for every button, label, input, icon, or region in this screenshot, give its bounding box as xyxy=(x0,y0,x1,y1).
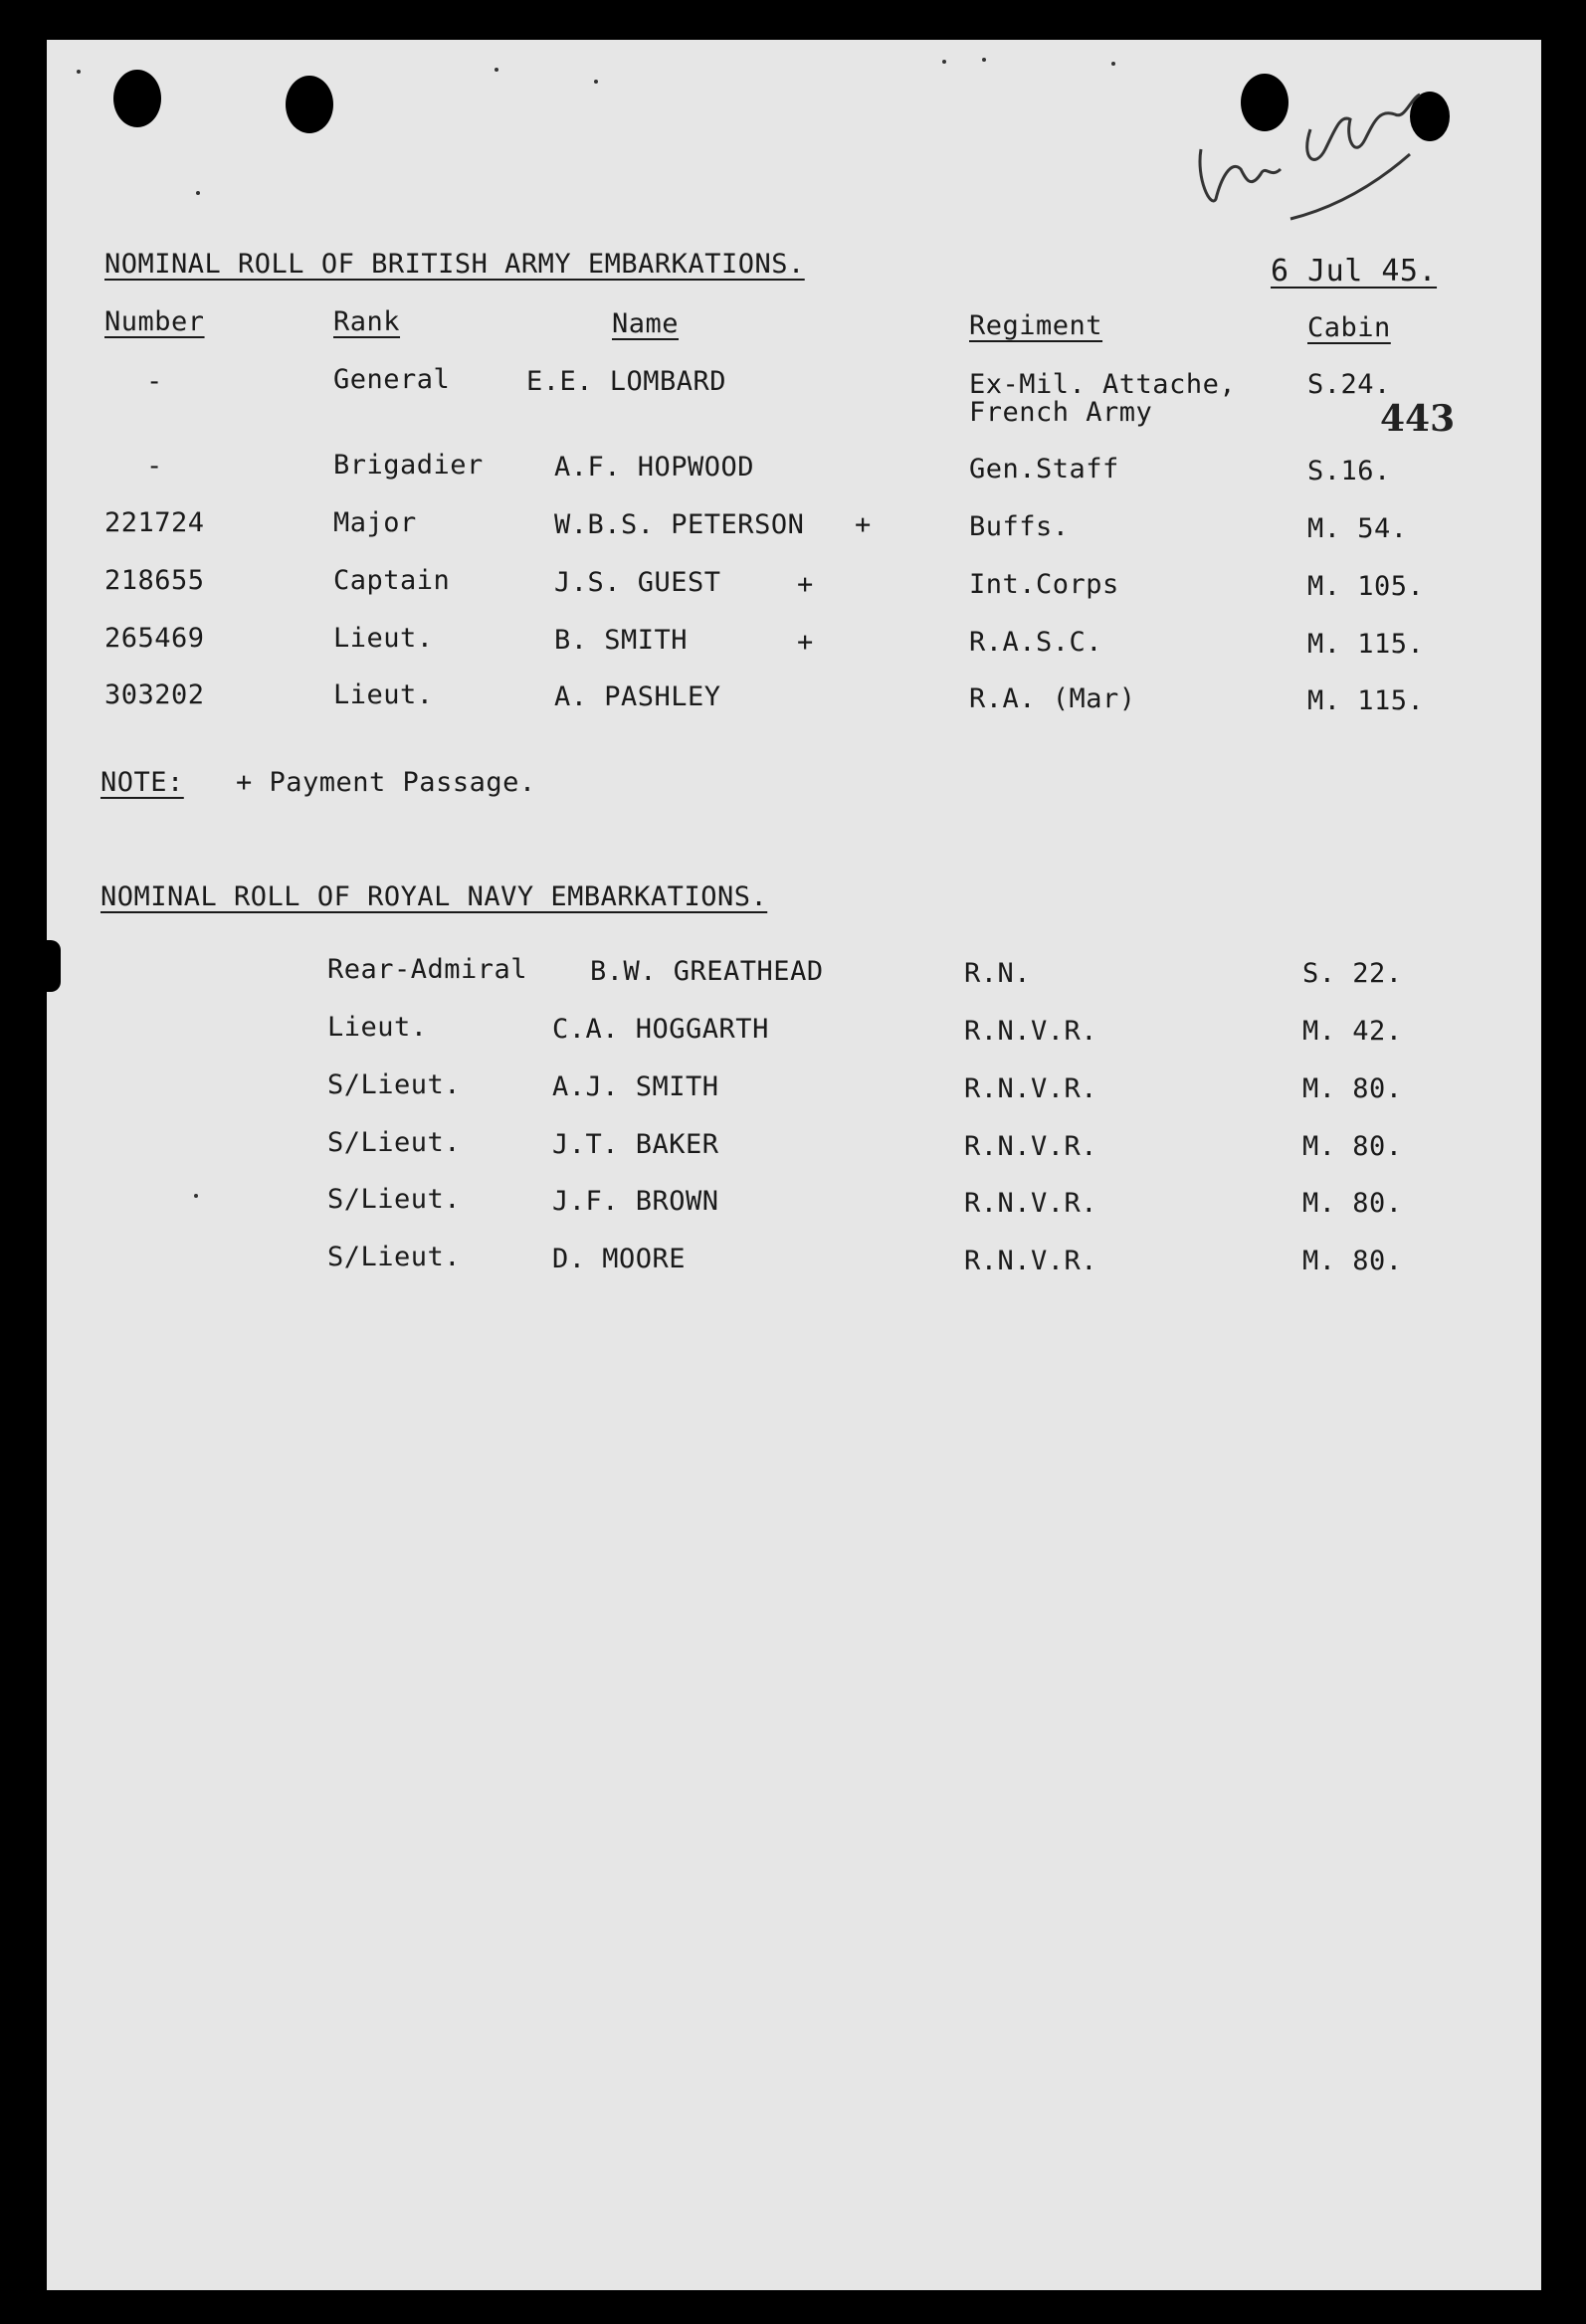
navy-row-rank: S/Lieut. xyxy=(327,1184,462,1215)
punch-hole-2 xyxy=(286,76,333,133)
file-number: 443 xyxy=(1380,398,1456,440)
army-row-rank: Brigadier xyxy=(333,450,484,481)
army-row-name: B. SMITH xyxy=(554,625,689,656)
document-page xyxy=(47,40,1541,2290)
navy-row-rank: Rear-Admiral xyxy=(327,954,528,985)
header-number: Number xyxy=(104,306,205,337)
army-row-cabin: M. 105. xyxy=(1307,571,1425,602)
army-row-regiment-line2: French Army xyxy=(969,397,1153,428)
navy-row-name: A.J. SMITH xyxy=(552,1071,719,1102)
navy-row-regiment: R.N.V.R. xyxy=(964,1073,1098,1104)
army-row-name: A. PASHLEY xyxy=(554,681,721,712)
navy-row-regiment: R.N.V.R. xyxy=(964,1246,1098,1276)
army-row-rank: Major xyxy=(333,507,417,538)
speck xyxy=(942,60,946,64)
army-row-rank: Lieut. xyxy=(333,679,434,710)
navy-row-rank: Lieut. xyxy=(327,1012,428,1043)
punch-hole-1 xyxy=(113,70,161,127)
navy-row-cabin: M. 80. xyxy=(1302,1073,1403,1104)
army-row-regiment: Int.Corps xyxy=(969,569,1119,600)
army-row-cabin: M. 54. xyxy=(1307,513,1408,544)
header-cabin: Cabin xyxy=(1307,312,1391,343)
document-date: 6 Jul 45. xyxy=(1271,254,1438,289)
speck xyxy=(594,80,598,84)
navy-row-name: C.A. HOGGARTH xyxy=(552,1014,769,1045)
edge-notch xyxy=(47,940,61,992)
army-row-name: E.E. LOMBARD xyxy=(526,366,727,397)
speck xyxy=(194,1194,198,1198)
army-row-number: 265469 xyxy=(104,623,205,654)
handwritten-signature xyxy=(1141,60,1460,259)
navy-row-name: J.F. BROWN xyxy=(552,1186,719,1217)
navy-row-cabin: S. 22. xyxy=(1302,958,1403,989)
army-row-number: 221724 xyxy=(104,507,205,538)
army-row-regiment: R.A.S.C. xyxy=(969,627,1103,658)
speck xyxy=(1111,62,1115,66)
army-roll-title: NOMINAL ROLL OF BRITISH ARMY EMBARKATIONS. xyxy=(104,249,805,280)
speck xyxy=(982,58,986,62)
army-row-payment-mark: + xyxy=(797,569,814,600)
army-row-rank: Captain xyxy=(333,565,451,596)
navy-row-regiment: R.N.V.R. xyxy=(964,1016,1098,1047)
army-row-name: W.B.S. PETERSON xyxy=(554,509,805,540)
army-row-number: - xyxy=(146,366,163,397)
navy-roll-title: NOMINAL ROLL OF ROYAL NAVY EMBARKATIONS. xyxy=(100,881,768,912)
army-row-number: 303202 xyxy=(104,679,205,710)
army-row-payment-mark: + xyxy=(855,509,872,540)
speck xyxy=(495,68,498,72)
navy-row-name: D. MOORE xyxy=(552,1244,687,1274)
navy-row-cabin: M. 80. xyxy=(1302,1246,1403,1276)
navy-row-rank: S/Lieut. xyxy=(327,1242,462,1272)
army-row-regiment: Buffs. xyxy=(969,511,1070,542)
army-row-number: 218655 xyxy=(104,565,205,596)
army-row-name: A.F. HOPWOOD xyxy=(554,452,755,483)
army-row-regiment: Gen.Staff xyxy=(969,454,1119,484)
note-label: NOTE: xyxy=(100,767,184,798)
navy-row-rank: S/Lieut. xyxy=(327,1127,462,1158)
header-regiment: Regiment xyxy=(969,310,1103,341)
navy-row-name: B.W. GREATHEAD xyxy=(590,956,824,987)
navy-row-regiment: R.N.V.R. xyxy=(964,1131,1098,1162)
army-row-regiment: R.A. (Mar) xyxy=(969,683,1136,714)
army-row-rank: General xyxy=(333,364,451,395)
navy-row-name: J.T. BAKER xyxy=(552,1129,719,1160)
navy-row-rank: S/Lieut. xyxy=(327,1069,462,1100)
navy-row-regiment: R.N. xyxy=(964,958,1032,989)
army-row-rank: Lieut. xyxy=(333,623,434,654)
navy-row-regiment: R.N.V.R. xyxy=(964,1188,1098,1219)
army-row-name: J.S. GUEST xyxy=(554,567,721,598)
army-row-cabin: S.16. xyxy=(1307,456,1391,486)
army-row-cabin: S.24. xyxy=(1307,369,1391,400)
header-rank: Rank xyxy=(333,306,401,337)
navy-row-cabin: M. 42. xyxy=(1302,1016,1403,1047)
header-name: Name xyxy=(612,308,680,339)
army-row-number: - xyxy=(146,451,163,482)
army-row-regiment: Ex-Mil. Attache, xyxy=(969,369,1237,400)
navy-row-cabin: M. 80. xyxy=(1302,1188,1403,1219)
army-row-cabin: M. 115. xyxy=(1307,685,1425,716)
army-row-cabin: M. 115. xyxy=(1307,629,1425,660)
navy-row-cabin: M. 80. xyxy=(1302,1131,1403,1162)
army-row-payment-mark: + xyxy=(797,627,814,658)
note-text: + Payment Passage. xyxy=(236,767,536,798)
speck xyxy=(77,70,81,74)
speck xyxy=(196,191,200,195)
